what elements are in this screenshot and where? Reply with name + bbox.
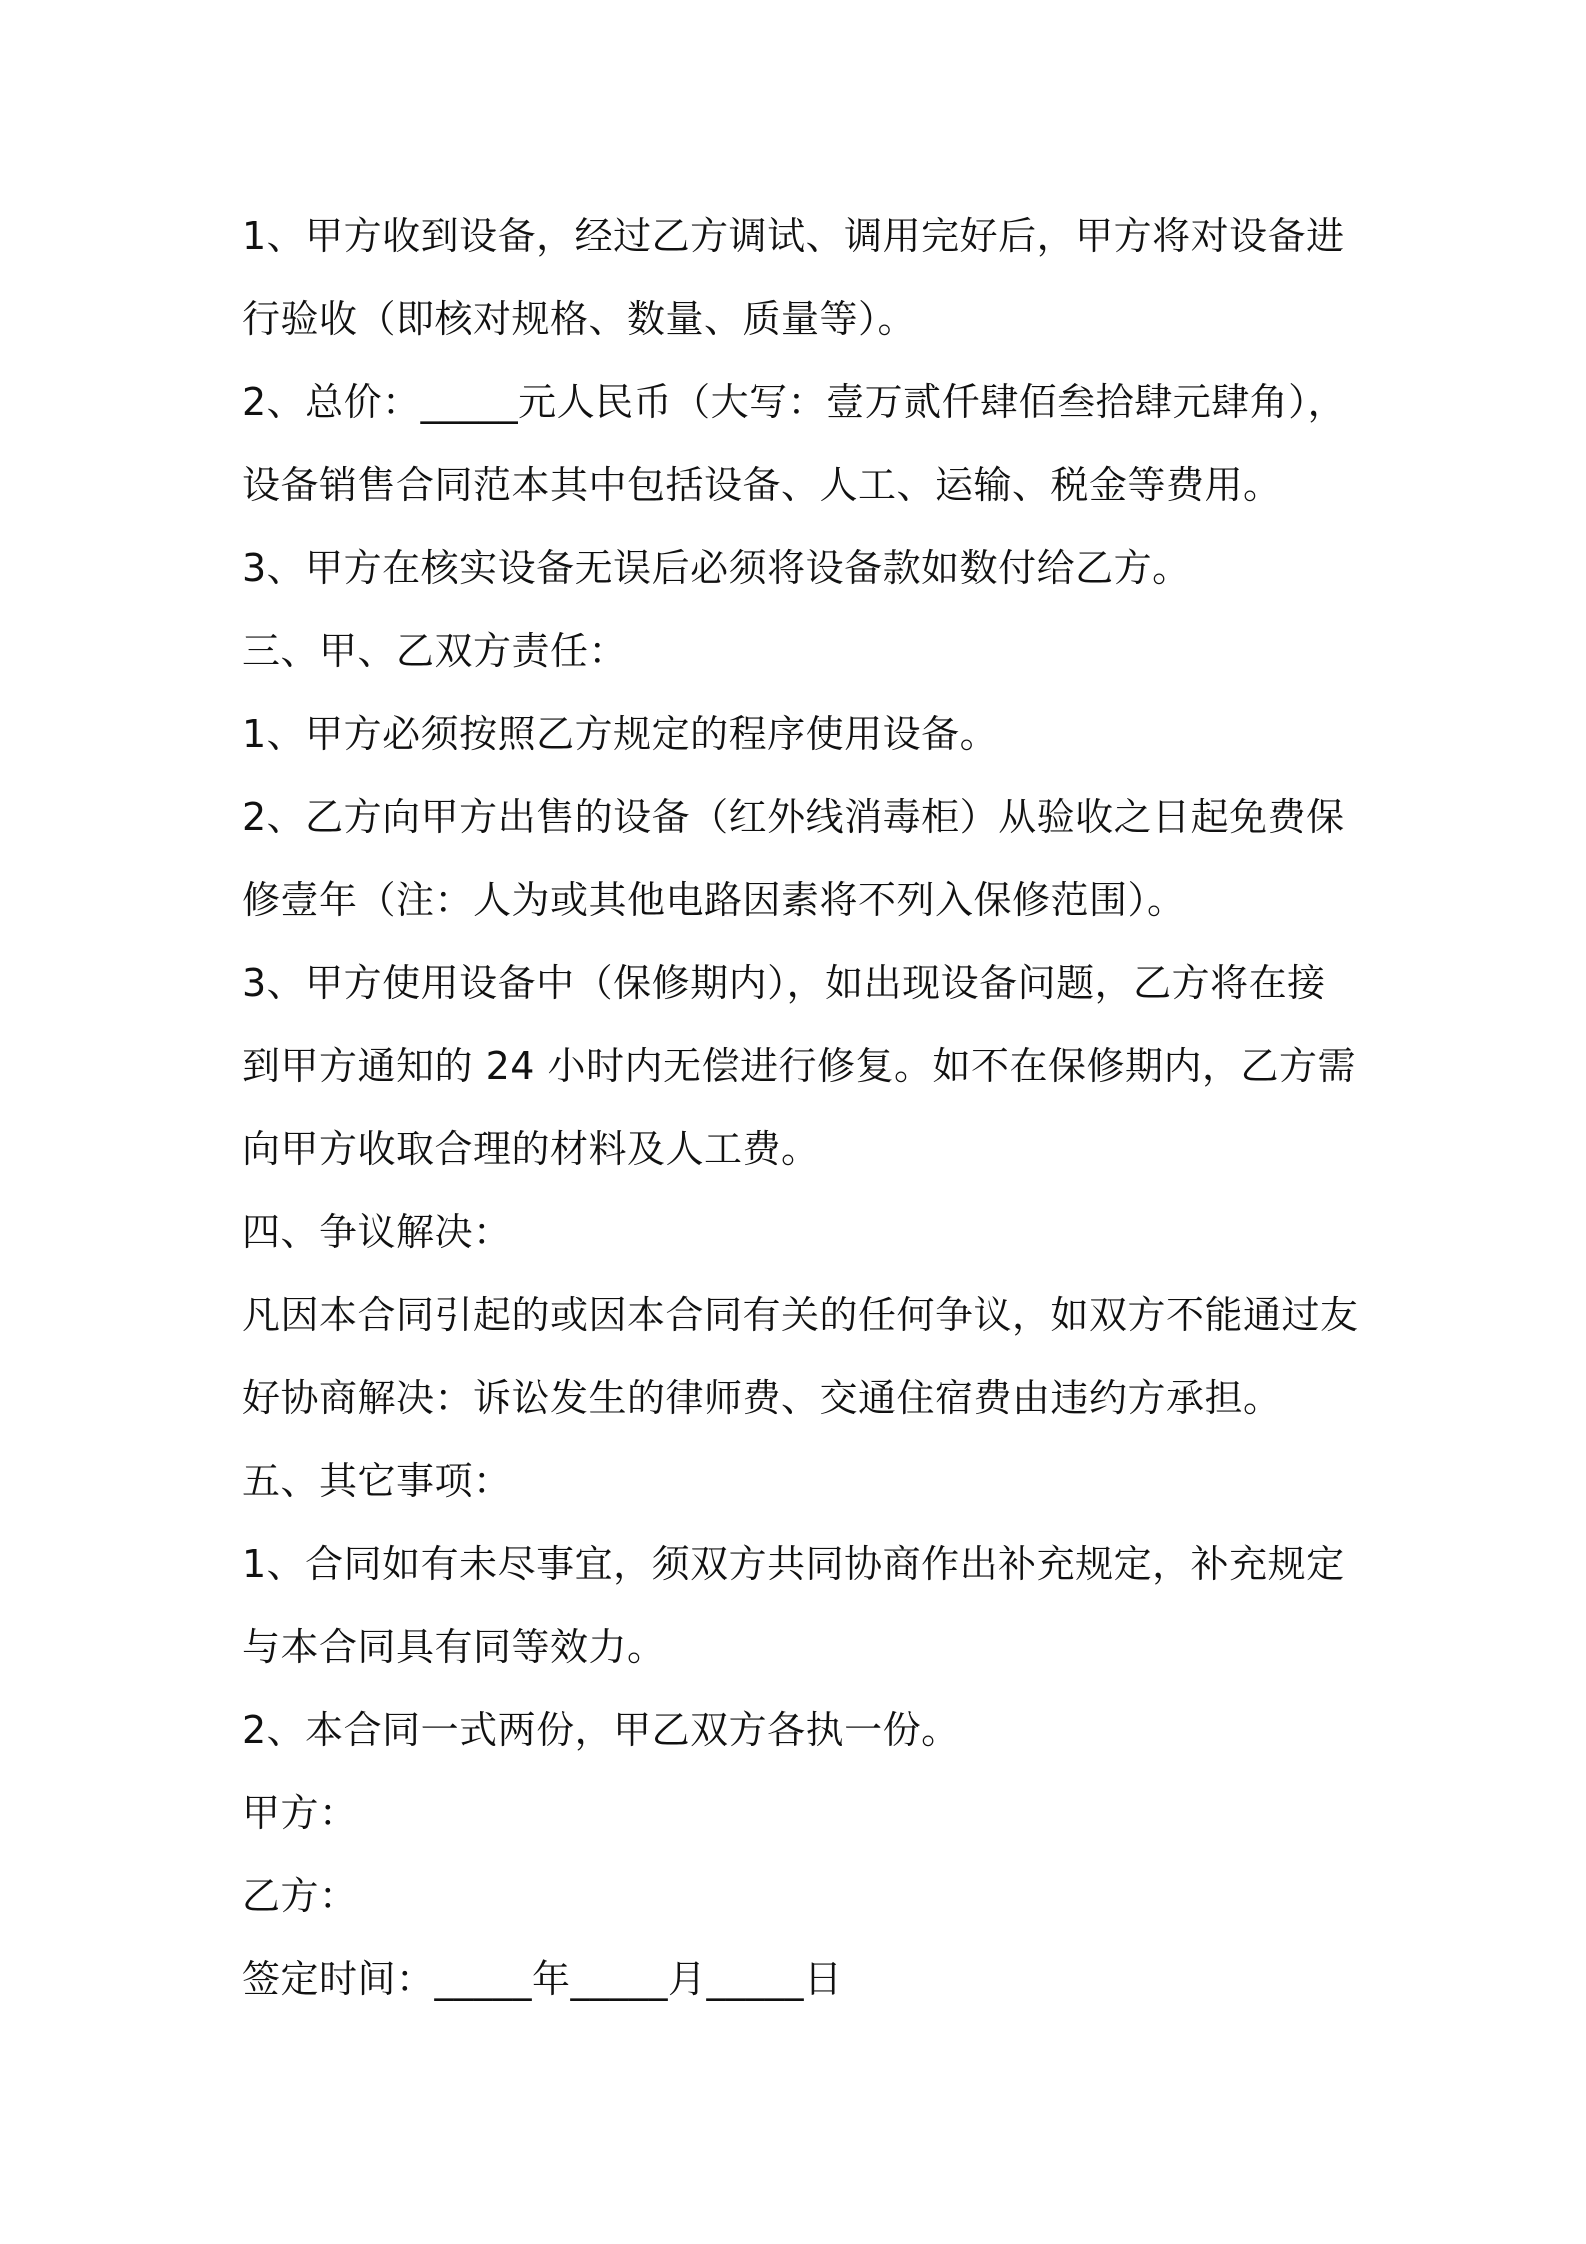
document-body <box>242 195 1362 2021</box>
clause-payment: 3、甲方在核实设备无误后必须将设备款如数付给乙方。 <box>242 546 1191 590</box>
clause-dispute: 凡因本合同引起的或因本合同有关的任何争议，如双方不能通过友好协商解决：诉讼发生的律师费、交通住宿费由违约方承担。 <box>242 1293 1359 1420</box>
clause-warranty: 2、乙方向甲方出售的设备（红外线消毒柜）从验收之日起免费保修壹年（注：人为或其他电路因素将不列入保修范围）。 <box>242 795 1345 922</box>
section-heading-dispute: 四、争议解决： <box>242 1210 512 1254</box>
party-b-signature: 乙方： <box>242 1874 358 1918</box>
signing-date: 签定时间：_____年_____月_____日 <box>242 1957 843 2001</box>
party-a-signature: 甲方： <box>242 1791 358 1835</box>
clause-copies: 2、本合同一式两份，甲乙双方各执一份。 <box>242 1708 960 1752</box>
clause-acceptance: 1、甲方收到设备，经过乙方调试、调用完好后，甲方将对设备进行验收（即核对规格、数量、质量等）。 <box>242 214 1345 341</box>
section-heading-other: 五、其它事项： <box>242 1459 512 1503</box>
clause-repair: 3、甲方使用设备中（保修期内），如出现设备问题，乙方将在接到甲方通知的 24 小时内无偿进行修复。如不在保修期内，乙方需向甲方收取合理的材料及人工费。 <box>242 961 1357 1171</box>
section-heading-responsibilities: 三、甲、乙双方责任： <box>242 629 628 673</box>
clause-total-price: 2、总价：_____元人民币（大写：壹万贰仟肆佰叁拾肆元肆角），设备销售合同范本其中包括设备、人工、运输、税金等费用。 <box>242 380 1347 507</box>
clause-usage: 1、甲方必须按照乙方规定的程序使用设备。 <box>242 712 999 756</box>
clause-supplement: 1、合同如有未尽事宜，须双方共同协商作出补充规定，补充规定与本合同具有同等效力。 <box>242 1542 1345 1669</box>
